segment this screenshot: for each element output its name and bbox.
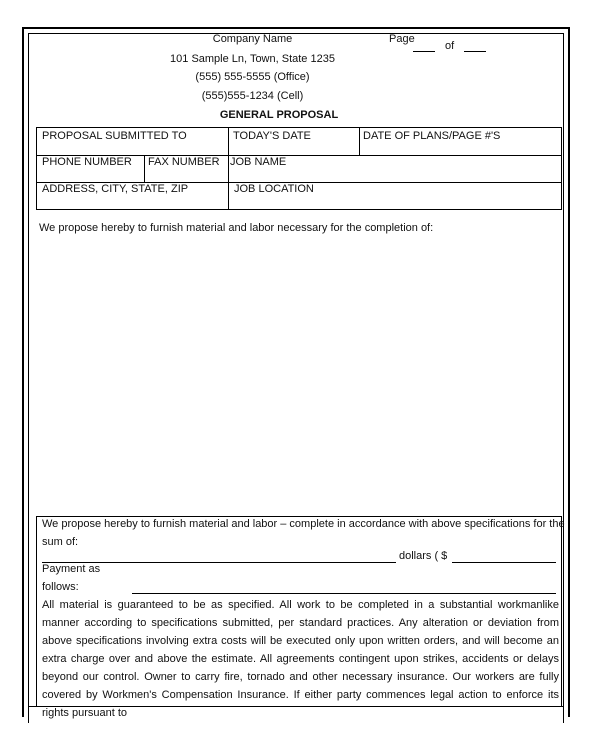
office-phone: (555) 555-5555 (Office) xyxy=(195,71,310,83)
of-label: of xyxy=(445,40,455,52)
terms-paragraph: All material is guaranteed to be as specified. All work to be completed in a substantial workmanlike manner according to specifications submitted, per standard practices. Any alteration or deviation from above specifications involving extra costs will be executed only upon written orders, and will become an extra charge over and above the estimate. All agreements contingent upon strikes, accidents or delays beyond our control. Owner to carry fire, tornado and other necessary insurance. Our workers are fully covered by Workmen's Compensation Insurance. If either party commences legal action to enforce its rights pursuant to xyxy=(42,599,559,719)
job-location-label: JOB LOCATION xyxy=(234,183,314,195)
follows-label: follows: xyxy=(42,581,79,593)
page-total-blank[interactable] xyxy=(464,51,486,52)
payment-as-label: Payment as xyxy=(42,563,101,575)
sum-amount-blank[interactable] xyxy=(452,562,556,563)
job-name-label: JOB NAME xyxy=(230,156,287,168)
company-address: 101 Sample Ln, Town, State 1235 xyxy=(170,53,335,65)
page-label: Page xyxy=(389,33,415,45)
proposal-submitted-to-label: PROPOSAL SUBMITTED TO xyxy=(42,130,187,142)
phone-number-label: PHONE NUMBER xyxy=(42,156,132,168)
address-label: ADDRESS, CITY, STATE, ZIP xyxy=(42,183,189,195)
work-description-area[interactable] xyxy=(36,240,562,510)
page-title: GENERAL PROPOSAL xyxy=(219,109,339,121)
todays-date-label: TODAY'S DATE xyxy=(233,130,311,142)
date-of-plans-label: DATE OF PLANS/PAGE #'S xyxy=(363,130,501,142)
fax-number-label: FAX NUMBER xyxy=(148,156,220,168)
intro-text: We propose hereby to furnish material and labor necessary for the completion of: xyxy=(39,222,434,234)
terms-line-1: We propose hereby to furnish material and labor – complete in accordance with above specifications for the xyxy=(42,518,565,530)
payment-terms-blank[interactable] xyxy=(132,593,556,594)
page-number-blank[interactable] xyxy=(413,51,435,52)
sum-of-label: sum of: xyxy=(42,536,79,548)
cell-phone: (555)555-1234 (Cell) xyxy=(201,90,304,102)
company-name: Company Name xyxy=(212,33,293,45)
dollars-label: dollars ( $ xyxy=(399,550,448,562)
